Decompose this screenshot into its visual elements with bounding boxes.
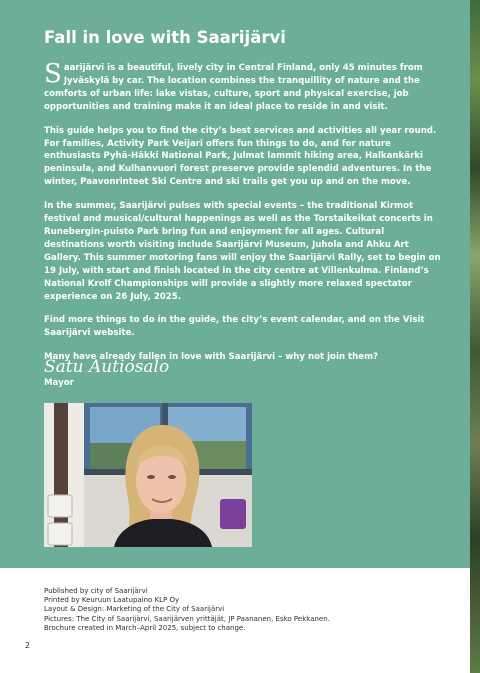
page-title: Fall in love with Saarijärvi — [44, 28, 286, 47]
paragraph-services: This guide helps you to find the city’s best services and activities all year round. For families, Activity Park Veijari offers fun things to do, and for nature enthusiasts Pyhä-Häkki National Park, Julmat lammit hiking area, Halkankärki peninsula, and Kulhanvuori forest preserve provide splendid adventures. In the winter, Paavonrinteet Ski Centre and ski trails get you up and on the move. — [44, 125, 437, 188]
credit-line-design: Layout & Design: Marketing of the City of Saarijärvi — [44, 605, 225, 614]
drop-cap: S — [44, 59, 62, 89]
paragraph-closing: Many have already fallen in love with Saarijärvi – why not join them? — [44, 352, 379, 363]
portrait-illustration — [44, 403, 252, 547]
page-number: 2 — [25, 641, 31, 650]
mayor-title: Mayor — [44, 378, 74, 388]
credit-line-printer: Printed by Keuruun Laatupaino KLP Oy — [44, 596, 180, 605]
publication-credits — [44, 587, 464, 633]
credit-line-pictures: Pictures: The City of Saarijärvi, Saarijärven yrittäjät, JP Paananen, Esko Pekkanen. — [44, 614, 330, 623]
article-body — [44, 59, 444, 375]
paragraph-summer: In the summer, Saarijärvi pulses with special events – the traditional Kirmot festival and musical/cultural happenings as well as the Torstaikeikat concerts in Runebergin-puisto Park bring fun and enjoyment for all ages. Cultural destinations worth visiting include Saarijärvi Museum, Juhola and Ahku Art Gallery. This summer motoring fans will enjoy the Saarijärvi Rally, set to begin on 19 July, with start and finish located in the city centre at Villenkulma. Finland’s National Krolf Championships will provide a slightly more relaxed spectator experience on 26 July, 2025. — [44, 201, 441, 302]
intro-text: aarijärvi is a beautiful, lively city in Central Finland, only 45 minutes from Jyväskylä by car. The location combines the tranquillity of nature and the comforts of urban life: lake vistas, culture, sport and physical exercise, job opportunities and training make it an ideal place to reside in and visit. — [44, 63, 423, 112]
paragraph-more-info: Find more things to do in the guide, the city’s event calendar, and on the Visit Saarijärvi website. — [44, 315, 425, 339]
mayor-signature: Satu Autiosalo — [44, 357, 170, 377]
adjacent-page-photo-strip — [470, 0, 480, 673]
credit-line-publisher: Published by city of Saarijärvi — [44, 587, 148, 595]
intro-paragraph — [44, 59, 444, 114]
mayor-portrait-photo — [44, 403, 252, 547]
credit-line-date: Brochure created in March–April 2025, subject to change. — [44, 623, 246, 632]
